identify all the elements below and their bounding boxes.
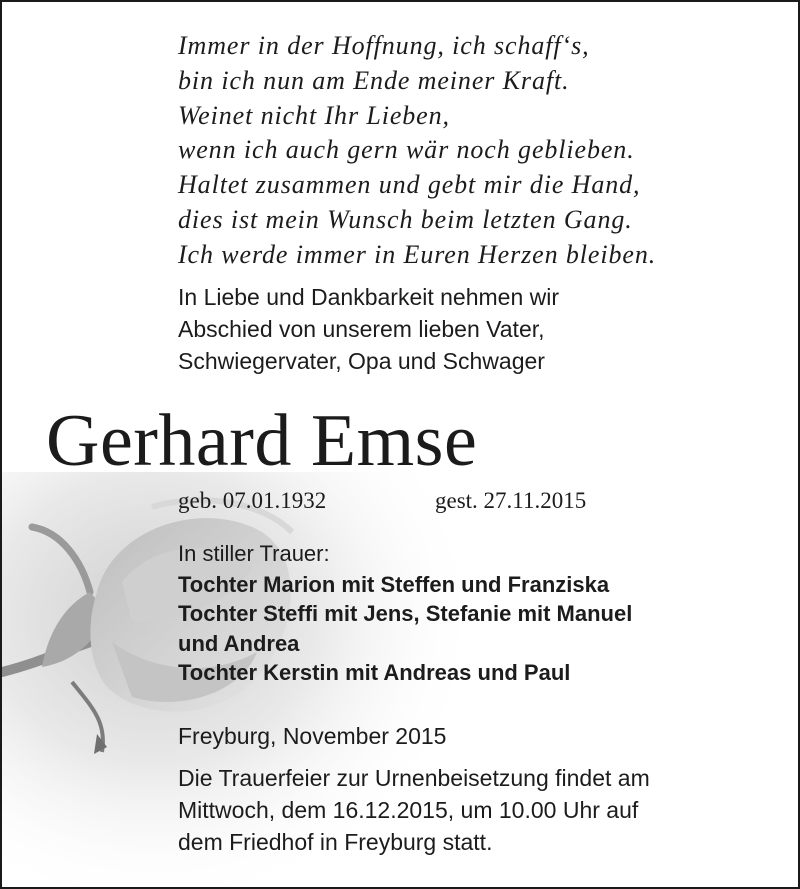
poem-line: dies ist mein Wunsch beim letzten Gang. bbox=[178, 204, 633, 234]
intro-line: Abschied von unserem lieben Vater, bbox=[178, 316, 545, 342]
service-line: Mittwoch, dem 16.12.2015, um 10.00 Uhr auf bbox=[178, 797, 639, 823]
poem-line: Haltet zusammen und gebt mir die Hand, bbox=[178, 170, 641, 200]
deceased-name: Gerhard Emse bbox=[46, 400, 478, 482]
service-info bbox=[178, 762, 650, 858]
death-date: gest. 27.11.2015 bbox=[435, 488, 587, 513]
place-date: Freyburg, November 2015 bbox=[178, 723, 447, 749]
poem-line: bin ich nun am Ende meiner Kraft. bbox=[178, 65, 570, 95]
mourner-line: Tochter Marion mit Steffen und Franziska bbox=[178, 572, 610, 597]
intro-line: In Liebe und Dankbarkeit nehmen wir bbox=[178, 284, 560, 310]
poem-line: Weinet nicht Ihr Lieben, bbox=[178, 100, 450, 130]
poem-line: wenn ich auch gern wär noch geblieben. bbox=[178, 135, 635, 165]
mourners-list bbox=[178, 570, 632, 687]
intro-text bbox=[178, 281, 559, 377]
mourner-line: Tochter Kerstin mit Andreas und Paul bbox=[178, 659, 571, 685]
poem-line: Ich werde immer in Euren Herzen bleiben. bbox=[178, 239, 657, 269]
service-line: dem Friedhof in Freyburg statt. bbox=[178, 829, 493, 855]
birth-date: geb. 07.01.1932 bbox=[178, 488, 327, 513]
service-line: Die Trauerfeier zur Urnenbeisetzung findet am bbox=[178, 765, 650, 791]
mourning-heading: In stiller Trauer: bbox=[178, 541, 330, 566]
mourner-line: Tochter Steffi mit Jens, Stefanie mit Manuel bbox=[178, 601, 633, 627]
poem bbox=[178, 29, 656, 273]
intro-line: Schwiegervater, Opa und Schwager bbox=[178, 348, 545, 374]
mourner-line: und Andrea bbox=[178, 630, 300, 656]
poem-line: Immer in der Hoffnung, ich schaff‘s, bbox=[178, 31, 590, 60]
